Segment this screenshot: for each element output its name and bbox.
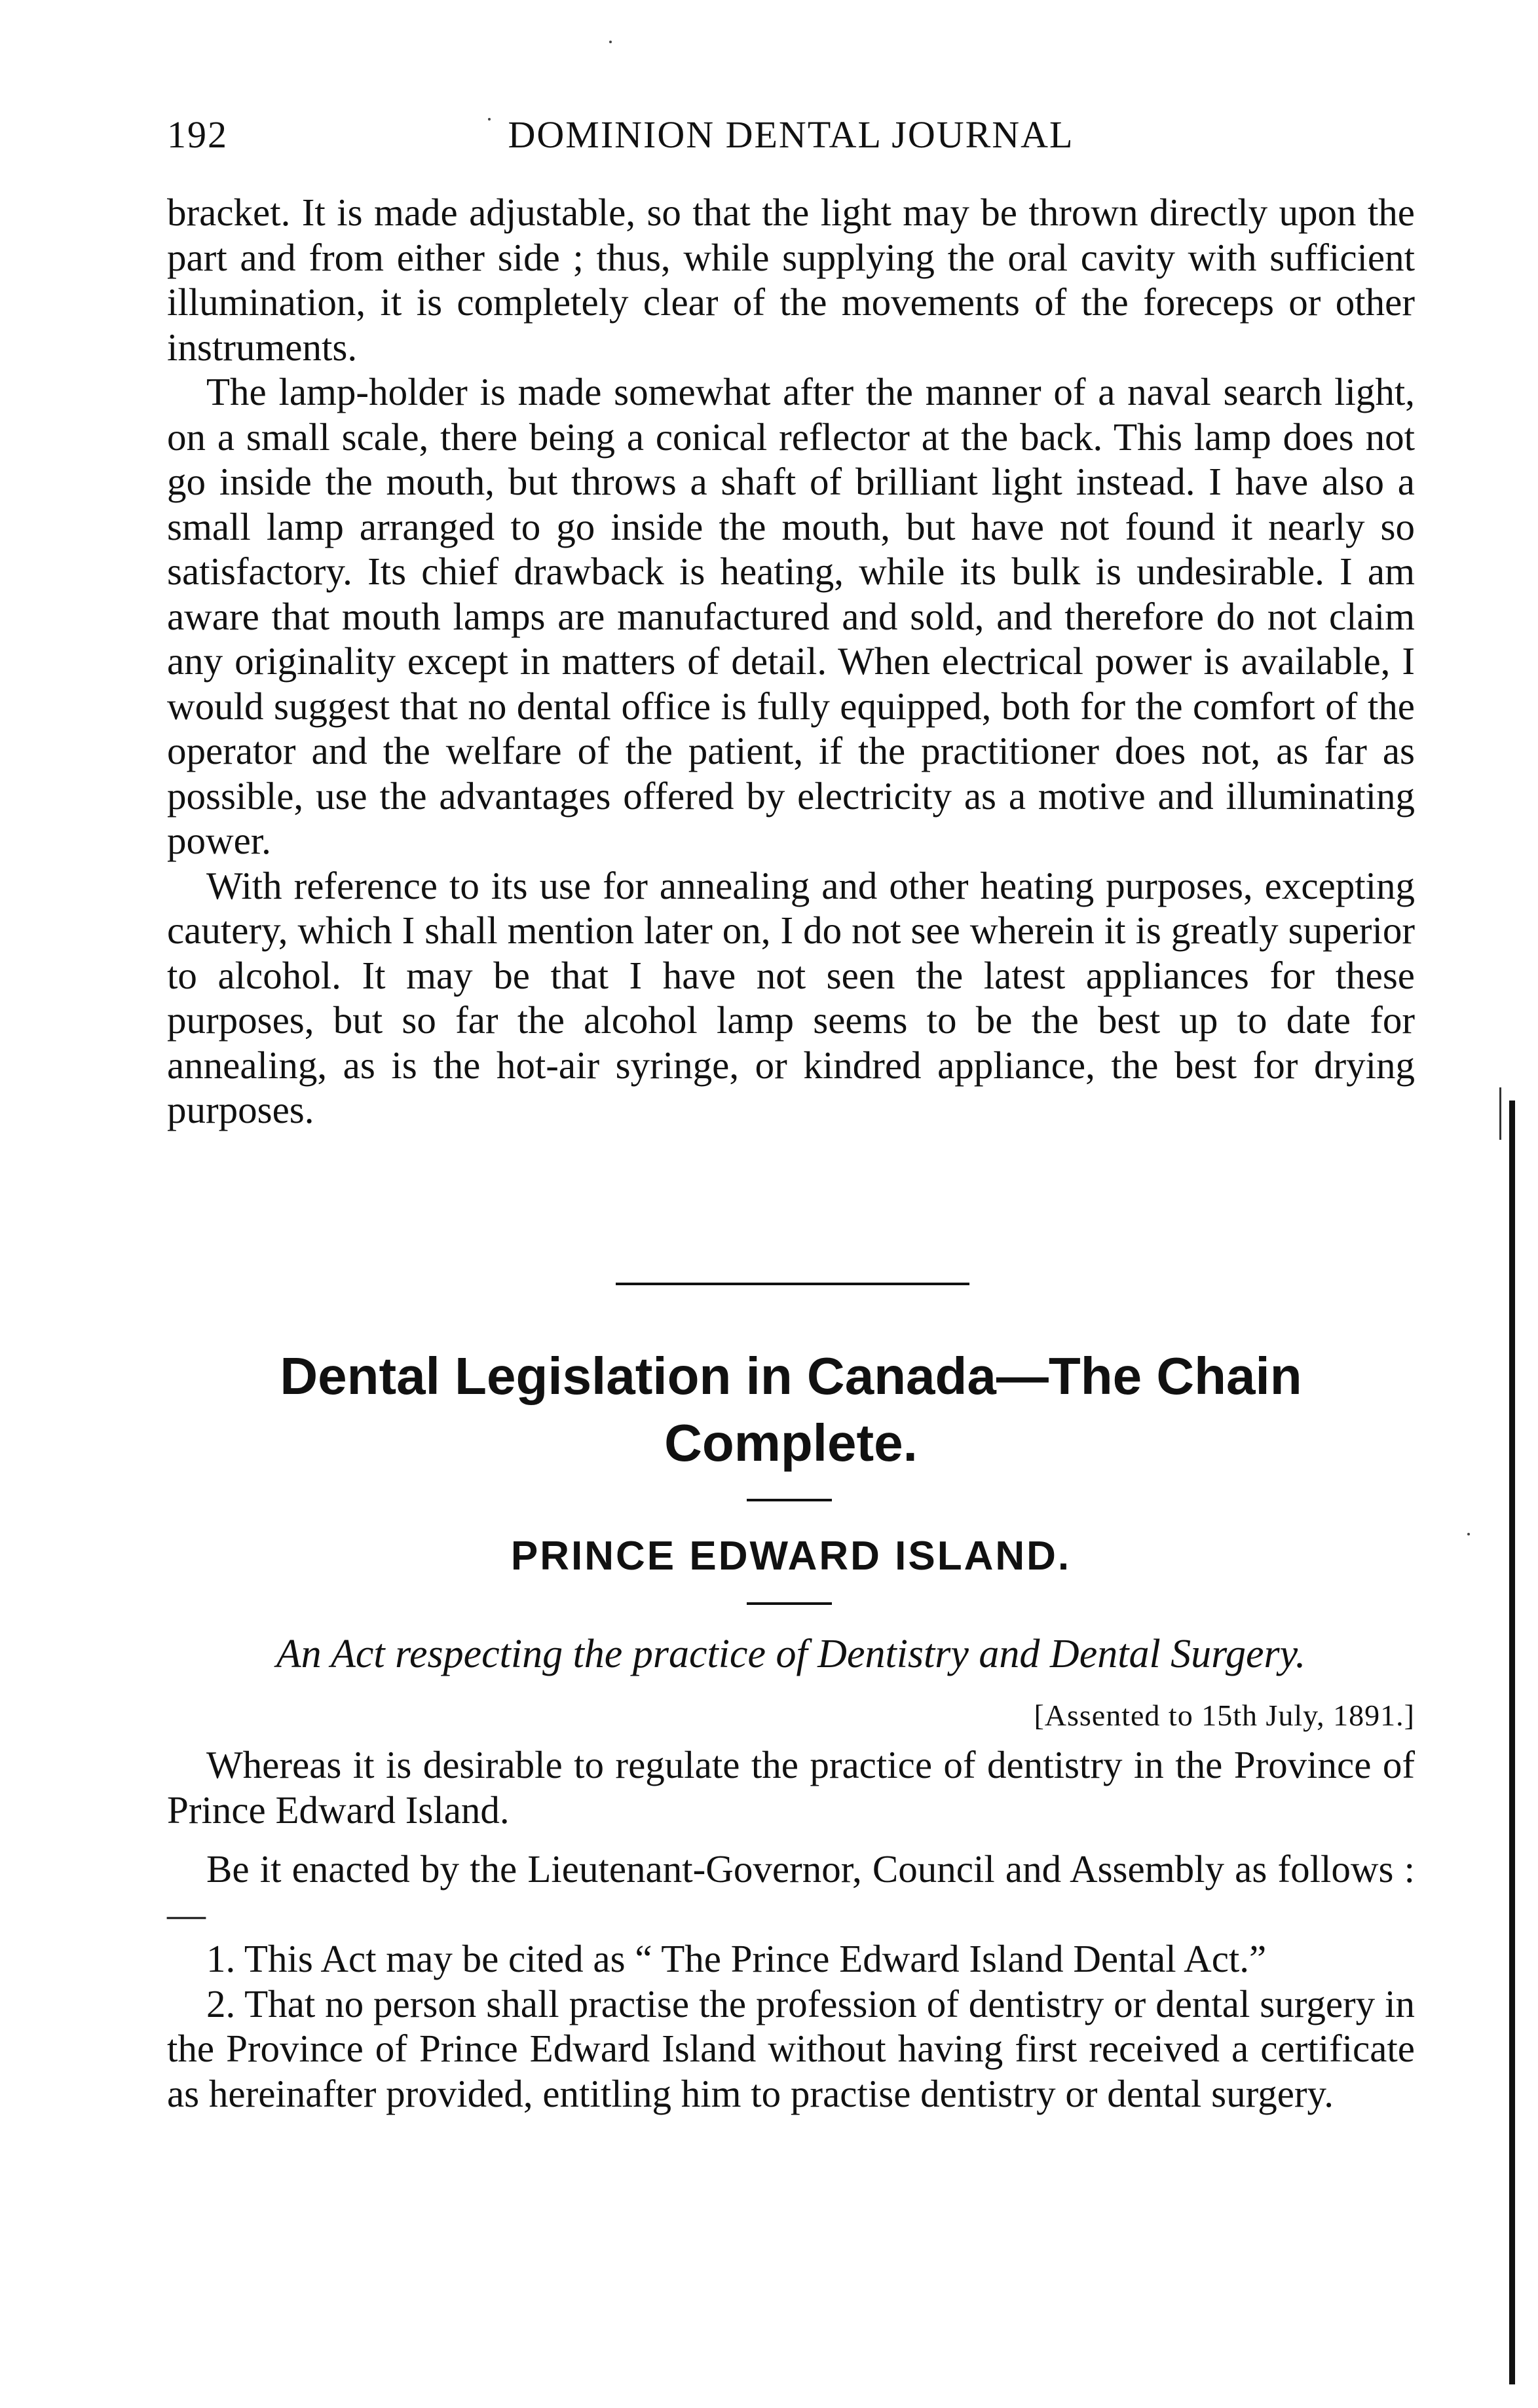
act-text: [167, 1742, 1415, 2116]
act-title: An Act respecting the practice of Dentistry and Dental Surgery.: [276, 1632, 1306, 1676]
act-section-1: 1. This Act may be cited as “ The Prince Edward Island Dental Act.”: [206, 1937, 1267, 1980]
act-enactment: Be it enacted by the Lieutenant-Governor, Council and Assembly as follows :—: [167, 1847, 1415, 1936]
page: [167, 0, 1415, 2408]
print-speck: [609, 41, 612, 43]
act-preamble: Whereas it is desirable to regulate the practice of dentistry in the Province of Prince Edward Island.: [167, 1743, 1415, 1832]
act-section-2: 2. That no person shall practise the profession of dentistry or dental surgery in the Province of Prince Edward Island without having first received a certificate as hereinafter provided, entitling him to practise dentistry or dental surgery.: [167, 1982, 1415, 2115]
paragraph-lamp-holder: The lamp-holder is made somewhat after the manner of a naval search light, on a small scale, there being a conical reflector at the back. This lamp does not go inside the mouth, but throws a shaft of brilliant light instead. I have also a small lamp arranged to go inside the mouth, but have not found it nearly so satisfactory. Its chief drawback is heating, while its bulk is undesirable. I am aware that mouth lamps are manufactured and sold, and therefore do not claim any originality except in matters of detail. When electrical power is available, I would suggest that no dental office is fully equipped, both for the comfort of the operator and the welfare of the patient, if the practitioner does not, as far as possible, use the advantages offered by electricity as a motive and illuminating power.: [167, 370, 1415, 862]
page-number: 192: [167, 113, 228, 156]
title-rule: [747, 1499, 832, 1501]
article-title: [167, 1343, 1415, 1477]
running-head: [167, 113, 1415, 165]
margin-binding-bar: [1509, 1101, 1515, 2384]
section-divider: [616, 1283, 969, 1285]
margin-tick: [1499, 1087, 1501, 1140]
paragraph-annealing: With reference to its use for annealing and other heating purposes, excepting cautery, which I shall mention later on, I do not see wherein it is greatly superior to alcohol. It may be that I have not seen the latest appliances for these purposes, but so far the alcohol lamp seems to be the best up to date for annealing, as is the hot-air syringe, or kindred appliance, the best for drying purposes.: [167, 863, 1415, 1131]
article-title-line-1: Dental Legislation in Canada—The Chain: [280, 1347, 1302, 1405]
province-heading: PRINCE EDWARD ISLAND.: [510, 1533, 1072, 1579]
article-continuation: [167, 190, 1415, 1133]
print-speck: [488, 118, 491, 121]
assent-date: [Assented to 15th July, 1891.]: [1034, 1699, 1415, 1732]
journal-title: DOMINION DENTAL JOURNAL: [508, 113, 1074, 156]
province-rule: [747, 1602, 832, 1605]
article-title-line-2: Complete.: [664, 1414, 918, 1472]
paragraph-bracket: bracket. It is made adjustable, so that the light may be thrown directly upon the part and from either side ; thus, while supplying the oral cavity with sufficient illumination, it is completely clear of the movements of the foreceps or other instruments.: [167, 191, 1415, 369]
print-speck: [1467, 1533, 1470, 1535]
